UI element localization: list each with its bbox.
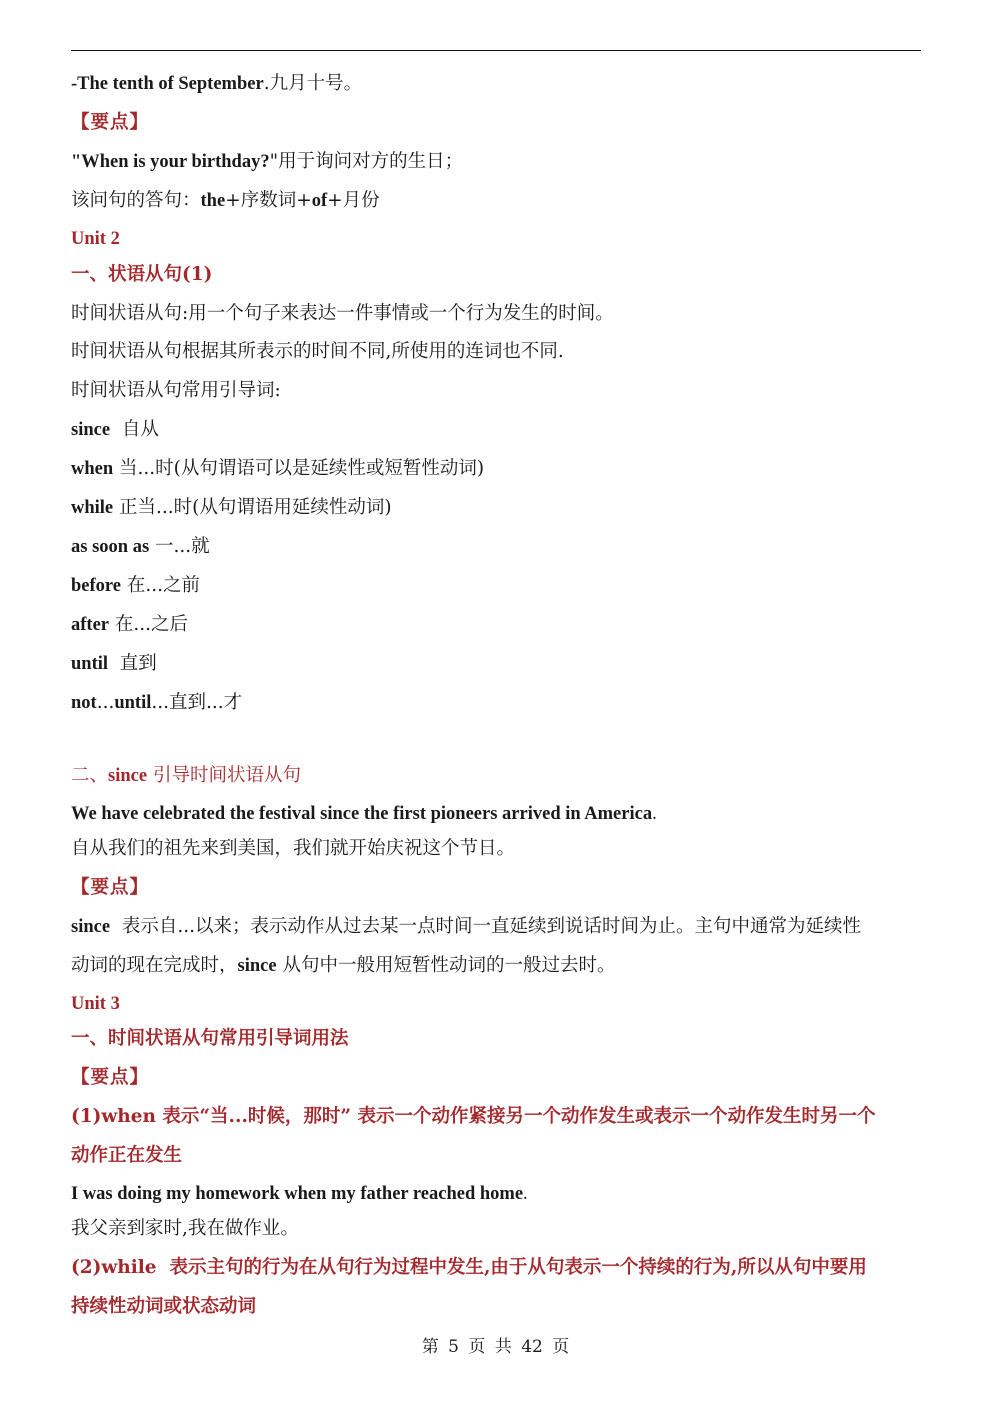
unit-3-heading: Unit 3: [71, 994, 120, 1014]
conjunction-while: while 正当...时(从句谓语用延续性动词): [71, 497, 392, 518]
while-usage-line-1: (2)while 表示主句的行为在从句行为过程中发生,由于从句表示一个持续的行为,所以从句中要用: [71, 1257, 867, 1278]
conjunction-when: when 当...时(从句谓语可以是延续性或短暂性动词): [71, 458, 485, 479]
conjunction-before: before 在...之前: [71, 575, 201, 596]
section-adverbial-clause-heading: 一、状语从句(1): [71, 264, 213, 285]
conjunction-not-until: not...until...直到...才: [71, 692, 243, 713]
answer-pattern-line: 该问句的答句：the+序数词+of+月份: [71, 190, 380, 211]
tip-heading-3: 【要点】: [71, 1067, 150, 1088]
when-usage-line-2: 动作正在发生: [71, 1145, 183, 1166]
example-sentence-since: We have celebrated the festival since the first pioneers arrived in America.: [71, 804, 657, 824]
conjunction-since: since 自从: [71, 419, 159, 440]
example-translation-when: 我父亲到家时,我在做作业。: [71, 1218, 299, 1239]
paragraph-common-conjunctions: 时间状语从句常用引导词:: [71, 380, 281, 401]
tip-heading-2: 【要点】: [71, 877, 150, 898]
when-usage-line-1: (1)when 表示“当...时候，那时” 表示一个动作紧接另一个动作发生或表示一个动作发生时另一个: [71, 1106, 876, 1127]
section-since-clause-heading: 二、since 引导时间状语从句: [71, 765, 301, 786]
while-usage-line-2: 持续性动词或状态动词: [71, 1296, 257, 1317]
conjunction-as-soon-as: as soon as 一...就: [71, 536, 210, 557]
tip-heading-1: 【要点】: [71, 112, 150, 133]
example-sentence-when: I was doing my homework when my father reached home.: [71, 1184, 528, 1204]
example-translation-since: 自从我们的祖先来到美国，我们就开始庆祝这个节日。: [71, 838, 516, 859]
paragraph-definition: 时间状语从句:用一个句子来表达一件事情或一个行为发生的时间。: [71, 303, 614, 324]
section-conjunction-usage-heading: 一、时间状语从句常用引导词用法: [71, 1028, 349, 1049]
header-rule: [71, 50, 921, 51]
conjunction-after: after 在...之后: [71, 614, 189, 635]
page-number-footer: 第 5 页 共 42 页: [421, 1337, 570, 1357]
paragraph-conjunctions-vary: 时间状语从句根据其所表示的时间不同,所使用的连词也不同.: [71, 341, 564, 362]
since-note-line-1: since 表示自...以来；表示动作从过去某一点时间一直延续到说话时间为止。主句中通常为延续性: [71, 916, 861, 937]
since-note-line-2: 动词的现在完成时，since 从句中一般用短暂性动词的一般过去时。: [71, 955, 616, 976]
unit-2-heading: Unit 2: [71, 229, 120, 249]
answer-line: -The tenth of September.九月十号。: [71, 73, 363, 94]
question-usage-line: "When is your birthday?"用于询问对方的生日；: [71, 151, 464, 172]
conjunction-until: until 直到: [71, 653, 157, 674]
